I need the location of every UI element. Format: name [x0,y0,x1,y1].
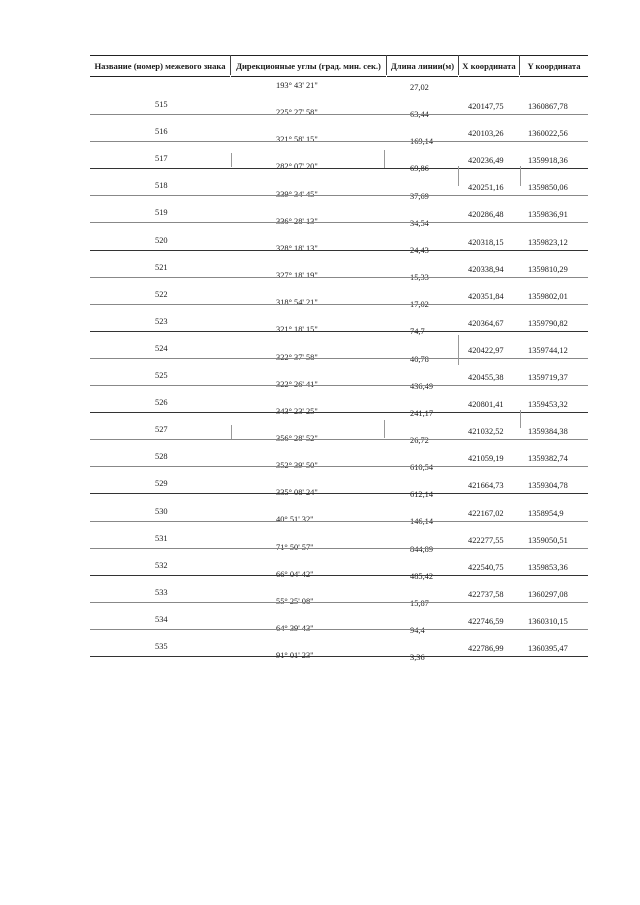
segment-angle: 91° 01' 23" [276,651,314,660]
point-name: 515 [155,100,168,109]
segment-angle: 339° 34' 45" [276,190,318,199]
row-separator [90,602,588,603]
point-y: 1359918,36 [528,156,568,165]
point-x: 420455,38 [468,373,504,382]
segment-length: 17,02 [410,300,429,309]
point-name: 528 [155,452,168,461]
header-name: Название (номер) межевого знака [90,55,230,77]
segment-angle: 343° 23' 25" [276,407,318,416]
point-name: 535 [155,642,168,651]
point-x: 420318,15 [468,238,504,247]
segment-angle: 55° 25' 08" [276,597,314,606]
row-separator [90,222,588,223]
point-y: 1359810,29 [528,265,568,274]
segment-angle: 318° 54' 21" [276,298,318,307]
header-divider [230,55,231,75]
segment-length: 485,42 [410,572,434,581]
point-name: 523 [155,317,168,326]
segment-length: 3,36 [410,653,425,662]
segment-length: 94,4 [410,626,425,635]
row-separator [90,575,588,576]
segment-length: 169,14 [410,137,434,146]
header-y: Y координата [520,55,588,77]
point-x: 420286,48 [468,210,504,219]
point-y: 1359823,12 [528,238,568,247]
point-x: 420364,67 [468,319,504,328]
point-name: 518 [155,181,168,190]
segment-angle: 335° 08' 24" [276,488,318,497]
point-y: 1359836,91 [528,210,568,219]
point-y: 1360022,56 [528,129,568,138]
point-name: 516 [155,127,168,136]
point-name: 530 [155,507,168,516]
point-x: 422737,58 [468,590,504,599]
segment-angle: 40° 51' 32" [276,515,314,524]
point-x: 422167,02 [468,509,504,518]
header-divider [386,55,387,75]
point-name: 522 [155,290,168,299]
point-x: 422540,75 [468,563,504,572]
point-x: 420422,97 [468,346,504,355]
segment-angle: 321° 58' 15" [276,135,318,144]
cell-border [520,166,521,186]
row-separator [90,493,588,494]
row-separator [90,439,588,440]
point-x: 420338,94 [468,265,504,274]
row-separator [90,385,588,386]
point-x: 421664,73 [468,481,504,490]
segment-angle: 322° 37' 58" [276,353,318,362]
point-name: 524 [155,344,168,353]
point-y: 1359719,37 [528,373,568,382]
point-y: 1359802,01 [528,292,568,301]
segment-length: 241,17 [410,409,434,418]
segment-length: 63,44 [410,110,429,119]
segment-angle: 225° 27' 58" [276,108,318,117]
segment-angle: 352° 39' 50" [276,461,318,470]
row-separator [90,277,588,278]
segment-angle: 322° 26' 41" [276,380,318,389]
point-y: 1359384,38 [528,427,568,436]
point-x: 421059,19 [468,454,504,463]
segment-length: 610,54 [410,463,434,472]
segment-length: 26,72 [410,436,429,445]
header-angle: Дирекционные углы (град. мин. сек.) [231,55,386,77]
point-x: 422786,99 [468,644,504,653]
row-separator [90,358,588,359]
point-x: 420236,49 [468,156,504,165]
segment-angle: 66° 04' 42" [276,570,314,579]
segment-angle: 193° 43' 21" [276,81,318,90]
segment-angle: 321° 18' 15" [276,325,318,334]
point-y: 1359790,82 [528,319,568,328]
segment-length: 24,43 [410,246,429,255]
segment-length: 436,49 [410,382,434,391]
point-x: 420147,75 [468,102,504,111]
cell-border [384,150,385,168]
point-y: 1359382,74 [528,454,568,463]
point-name: 532 [155,561,168,570]
header-divider [458,55,459,75]
point-y: 1360310,15 [528,617,568,626]
segment-angle: 64° 39' 43" [276,624,314,633]
point-name: 534 [155,615,168,624]
point-name: 517 [155,154,168,163]
point-x: 422746,59 [468,617,504,626]
point-x: 420251,16 [468,183,504,192]
point-name: 525 [155,371,168,380]
point-name: 531 [155,534,168,543]
cell-border [458,166,459,186]
segment-angle: 328° 18' 13" [276,244,318,253]
segment-length: 27,02 [410,83,429,92]
point-name: 527 [155,425,168,434]
segment-length: 40,78 [410,355,429,364]
point-x: 420801,41 [468,400,504,409]
row-separator [90,521,588,522]
cell-border [231,153,232,167]
header-divider [519,55,520,75]
segment-length: 612,14 [410,490,434,499]
point-name: 520 [155,236,168,245]
point-y: 1359050,51 [528,536,568,545]
row-separator [90,195,588,196]
segment-length: 74,7 [410,327,425,336]
segment-angle: 356° 28' 52" [276,434,318,443]
point-name: 533 [155,588,168,597]
row-separator [90,114,588,115]
point-name: 519 [155,208,168,217]
cell-border [458,335,459,365]
row-separator [90,250,588,251]
segment-length: 146,14 [410,517,434,526]
point-name: 521 [155,263,168,272]
segment-length: 844,89 [410,545,434,554]
cell-border [231,425,232,439]
point-x: 422277,55 [468,536,504,545]
point-y: 1359744,12 [528,346,568,355]
point-y: 1359853,36 [528,563,568,572]
point-x: 420103,26 [468,129,504,138]
header-x: X координата [459,55,519,77]
row-separator [90,656,588,657]
segment-length: 37,69 [410,192,429,201]
cell-border [384,420,385,438]
segment-length: 15,33 [410,273,429,282]
header-length: Длина линии(м) [387,55,458,77]
point-y: 1360395,47 [528,644,568,653]
row-separator [90,304,588,305]
segment-length: 34,54 [410,219,429,228]
segment-length: 69,86 [410,164,429,173]
segment-angle: 327° 18' 19" [276,271,318,280]
segment-angle: 282° 07' 20" [276,162,318,171]
segment-length: 15,87 [410,599,429,608]
cell-border [520,410,521,428]
segment-angle: 336° 28' 13" [276,217,318,226]
row-separator [90,629,588,630]
segment-angle: 71° 50' 57" [276,543,314,552]
row-separator [90,548,588,549]
point-y: 1359453,32 [528,400,568,409]
point-x: 421032,52 [468,427,504,436]
point-y: 1359850,06 [528,183,568,192]
row-separator [90,141,588,142]
point-x: 420351,84 [468,292,504,301]
point-y: 1360867,78 [528,102,568,111]
point-y: 1360297,08 [528,590,568,599]
point-name: 529 [155,479,168,488]
point-name: 526 [155,398,168,407]
row-separator [90,466,588,467]
row-separator [90,412,588,413]
row-separator [90,168,588,169]
point-y: 1358954,9 [528,509,564,518]
row-separator [90,331,588,332]
point-y: 1359304,78 [528,481,568,490]
